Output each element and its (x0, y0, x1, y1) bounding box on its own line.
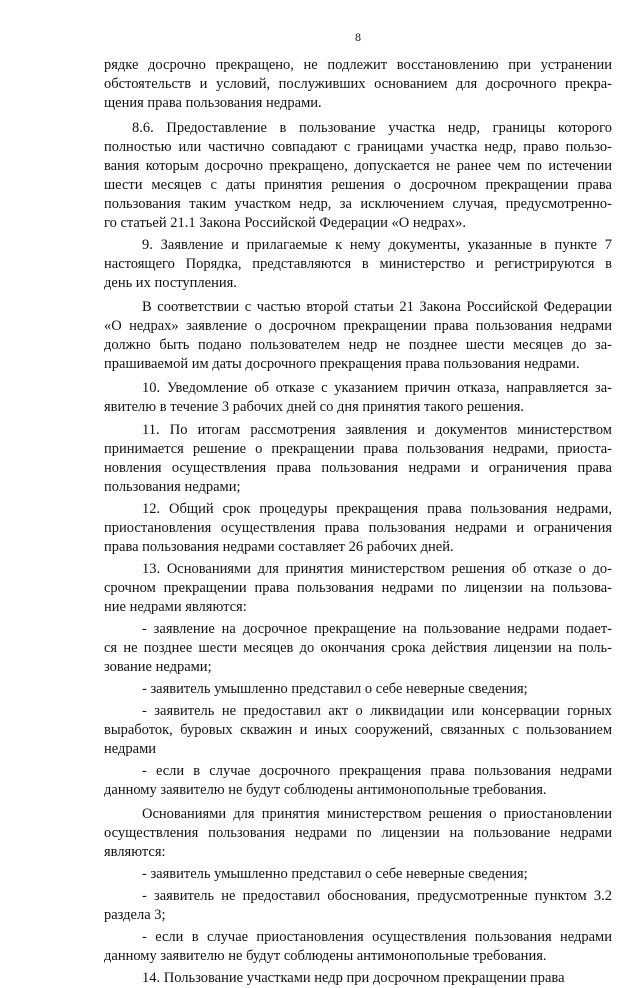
text-line: вания которым досрочно прекращено, допускается не ранее чем по истечении (104, 158, 612, 174)
text-line: шести месяцев с даты принятия решения о досрочном прекращении права (104, 177, 612, 193)
text-line: 12. Общий срок процедуры прекращения права пользования недрами, (142, 501, 612, 517)
text-line: ние недрами являются: (104, 599, 247, 615)
paragraph-continuation (104, 56, 612, 113)
text-line: - заявитель не предоставил обоснования, предусмотренные пунктом 3.2 (142, 888, 612, 904)
paragraph-point-14 (104, 969, 612, 988)
text-line: - заявление на досрочное прекращение на пользование недрами подает- (142, 621, 612, 637)
paragraph-point-10 (104, 379, 612, 417)
document-body (104, 56, 612, 988)
text-line: срочном прекращении права пользования недрами по лицензии на пользова- (104, 580, 612, 596)
text-line: 11. По итогам рассмотрения заявления и документов министерством (142, 422, 612, 438)
text-line: зование недрами; (104, 659, 212, 675)
paragraph-point-9 (104, 236, 612, 293)
text-line: раздела 3; (104, 907, 166, 923)
text-line: пользования недрами; (104, 479, 241, 495)
text-line: В соответствии с частью второй статьи 21 Закона Российской Федерации (142, 299, 612, 315)
text-line: - заявитель умышленно представил о себе неверные сведения; (142, 681, 528, 697)
text-line: являются: (104, 844, 166, 860)
paragraph-dash-3 (104, 702, 612, 759)
paragraph-point-8-6 (104, 119, 612, 233)
text-line: 10. Уведомление об отказе с указанием причин отказа, направляется за- (142, 380, 612, 396)
text-line: пользования таким участком недр, за исключением случая, предусмотренно- (104, 196, 612, 212)
text-line: 9. Заявление и прилагаемые к нему документы, указанные в пункте 7 (142, 237, 612, 253)
paragraph-dash-4 (104, 762, 612, 800)
paragraph-point-12 (104, 500, 612, 557)
text-line: полностью или частично совпадают с границами участка недр, право пользо- (104, 139, 612, 155)
paragraph-dash-1 (104, 620, 612, 677)
text-line: 8.6. Предоставление в пользование участка недр, границы которого (132, 120, 612, 136)
paragraph-dash-6 (104, 887, 612, 925)
paragraph-dash-5 (104, 865, 612, 884)
paragraph-paragraph-article-21 (104, 298, 612, 374)
text-line: - если в случае досрочного прекращения права пользования недрами (142, 763, 612, 779)
text-line: приостановления осуществления права пользования недрами и ограничения (104, 520, 612, 536)
text-line: рядке досрочно прекращено, не подлежит восстановлению при устранении (104, 57, 612, 73)
paragraph-point-13 (104, 560, 612, 617)
text-line: новления осуществления права пользования недрами и ограничения права (104, 460, 612, 476)
text-line: прашиваемой им даты досрочного прекращения права пользования недрами. (104, 356, 580, 372)
text-line: данному заявителю не будут соблюдены антимонопольные требования. (104, 948, 547, 964)
text-line: день их поступления. (104, 275, 237, 291)
text-line: права пользования недрами составляет 26 рабочих дней. (104, 539, 454, 555)
text-line: должно быть подано пользователем недр не позднее шести месяцев до за- (104, 337, 612, 353)
text-line: го статьей 21.1 Закона Российской Федерации «О недрах». (104, 215, 467, 231)
text-line: выработок, буровых скважин и иных сооружений, связанных с пользованием (104, 722, 612, 738)
text-line: осуществления пользования недрами по лицензии на пользование недрами (104, 825, 612, 841)
page-number: 8 (355, 30, 361, 44)
text-line: - заявитель не предоставил акт о ликвидации или консервации горных (142, 703, 612, 719)
paragraph-dash-7 (104, 928, 612, 966)
text-line: недрами (104, 741, 157, 757)
text-line: данному заявителю не будут соблюдены антимонопольные требования. (104, 782, 547, 798)
text-line: явителю в течение 3 рабочих дней со дня принятия такого решения. (104, 399, 525, 415)
text-line: ся не позднее шести месяцев до окончания срока действия лицензии на поль- (104, 640, 612, 656)
paragraph-dash-2 (104, 680, 612, 699)
text-line: принимается решение о прекращении права пользования недрами, приоста- (104, 441, 612, 457)
text-line: щения права пользования недрами. (104, 95, 322, 111)
text-line: - если в случае приостановления осуществления пользования недрами (142, 929, 612, 945)
document-page (104, 30, 612, 988)
text-line: - заявитель умышленно представил о себе неверные сведения; (142, 866, 528, 882)
paragraph-point-11 (104, 421, 612, 497)
text-line: «О недрах» заявление о досрочном прекращении права пользования недрами (104, 318, 612, 334)
text-line: настоящего Порядка, представляются в министерство и регистрируются в (104, 256, 612, 272)
text-line: 14. Пользование участками недр при досрочном прекращении права (142, 970, 565, 986)
text-line: 13. Основаниями для принятия министерством решения об отказе о до- (142, 561, 612, 577)
paragraph-paragraph-suspension (104, 805, 612, 862)
text-line: обстоятельств и условий, послуживших основанием для досрочного прекра- (104, 76, 612, 92)
text-line: Основаниями для принятия министерством решения о приостановлении (142, 806, 612, 822)
